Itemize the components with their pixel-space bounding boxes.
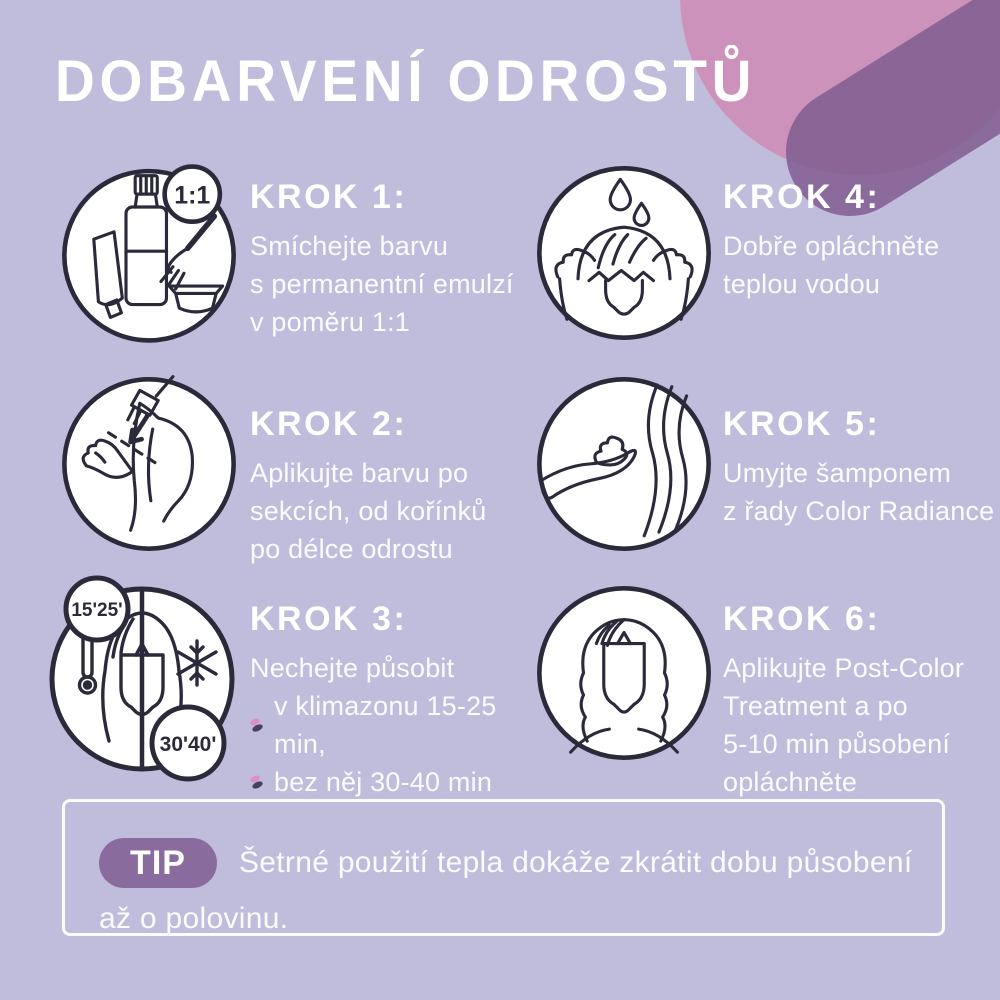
tip-text-line2: až o polovinu. (99, 902, 289, 935)
step-1-line: v poměru 1:1 (250, 307, 410, 337)
step-2-line: po délce odrostu (250, 534, 453, 564)
step-2-heading: KROK 2: (250, 405, 408, 443)
step-6-line: Treatment a po (723, 691, 908, 721)
step-5-heading: KROK 5: (723, 405, 881, 443)
step-5-line: z řady Color Radiance (723, 496, 995, 526)
step-2-line: sekcích, od kořínků (250, 496, 487, 526)
time-badge-heat (66, 578, 128, 640)
tip-badge: TIP (99, 838, 217, 888)
step-4-line: Dobře opláchněte (723, 231, 940, 261)
step-5-line: Umyjte šamponem (723, 458, 952, 488)
svg-text:30'40': 30'40' (159, 733, 217, 756)
svg-text:1:1: 1:1 (174, 182, 211, 210)
step-1-line: Smíchejte barvu (250, 231, 449, 261)
processing-time-icon (45, 575, 255, 785)
tip-box (62, 799, 945, 936)
step-1-text (250, 178, 535, 341)
step-1-line: s permanentní emulzí (250, 269, 514, 299)
color-mixing-icon (57, 161, 241, 345)
step-3-bullet-row (250, 763, 535, 801)
step-6-line: Aplikujte Post-Color (723, 653, 965, 683)
step-6-text (723, 600, 1000, 801)
step-5-text (723, 405, 1000, 530)
step-1-heading: KROK 1: (250, 178, 408, 216)
leaf-bullet-icon (250, 775, 266, 789)
step-6-heading: KROK 6: (723, 600, 881, 638)
shampoo-hand-icon (532, 372, 716, 556)
step-6-line: 5-10 min působení (723, 729, 951, 759)
svg-text:15'25': 15'25' (71, 600, 123, 621)
step-3-bullet-text: bez něj 30-40 min (274, 767, 493, 797)
brush-application-icon (57, 372, 241, 556)
step-4-heading: KROK 4: (723, 178, 881, 216)
woman-hair-icon (532, 581, 716, 765)
rinse-water-icon (532, 161, 716, 345)
page-title: DOBARVENÍ ODROSTŮ (55, 49, 757, 114)
step-6-line: opláchněte (723, 767, 858, 797)
leaf-bullet-icon (250, 718, 266, 732)
step-3-text (250, 600, 535, 801)
step-2-text (250, 405, 535, 568)
tip-text-line1: Šetrné použití tepla dokáže zkrátit dobu působení (239, 846, 913, 879)
time-badge-cold (152, 707, 224, 779)
ratio-badge (165, 167, 220, 222)
step-3-bullet-row (250, 687, 535, 763)
step-3-heading: KROK 3: (250, 600, 408, 638)
step-2-line: Aplikujte barvu po (250, 458, 469, 488)
step-3-line: Nechejte působit (250, 653, 455, 683)
step-4-text (723, 178, 1000, 303)
step-3-bullet-text: v klimazonu 15-25 min, (274, 691, 497, 759)
step-4-line: teplou vodou (723, 269, 881, 299)
